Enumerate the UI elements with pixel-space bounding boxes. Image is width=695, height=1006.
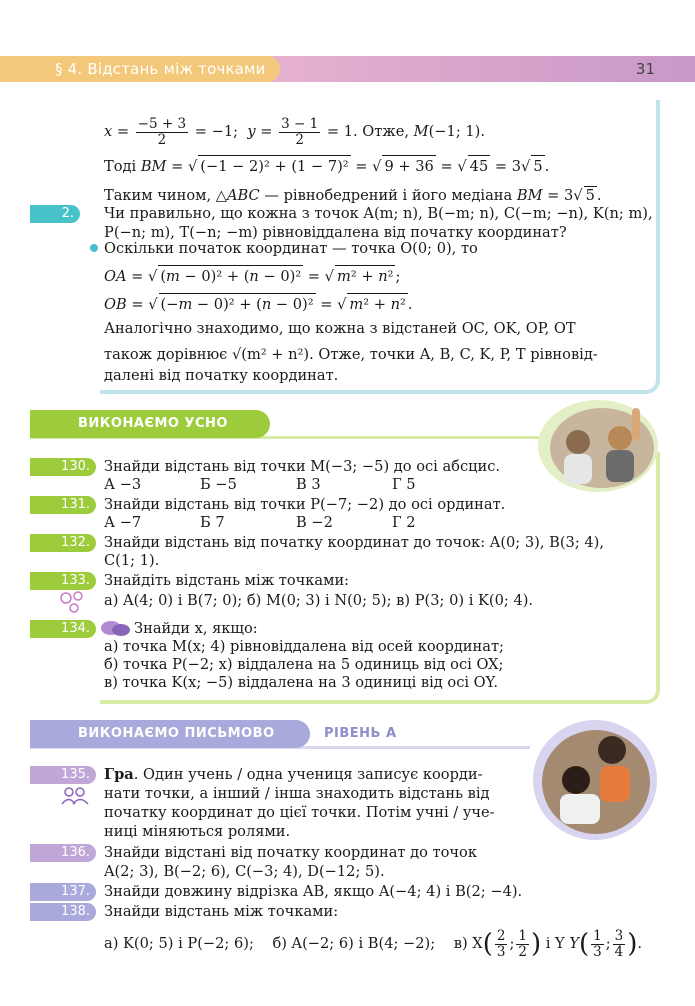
exercise-number: 135. <box>30 766 96 784</box>
question-number: 2. <box>30 205 80 223</box>
page-number: 31 <box>635 60 655 78</box>
question-2-line-2: P(−n; m), T(−n; −m) рівновіддалена від початку координат? <box>104 224 567 241</box>
exercise-138-text: Знайди відстань між точками: <box>104 903 339 920</box>
game-label: Гра <box>104 766 134 783</box>
answer-option: А −3 <box>104 476 142 493</box>
exercise-134-text-2: а) точка M(x; 4) рівновіддалена від осей координат; <box>104 638 504 655</box>
level-label: РІВЕНЬ А <box>324 726 397 741</box>
group-work-icon <box>58 590 88 614</box>
answer-2-line-6: далені від початку координат. <box>104 367 339 384</box>
answer-option: Б 7 <box>200 514 225 531</box>
exercise-133-text: Знайдіть відстань між точками: <box>104 572 350 589</box>
written-section-title: ВИКОНАЄМО ПИСЬМОВО <box>30 720 310 748</box>
example-line-2: Тоді BM = √ (−1 − 2)² + (1 − 7)² = √ 9 + 36 = √ 45 = 3√ 5 . <box>104 155 644 177</box>
exercise-135-text-3: початку координат до цієї точки. Потім учні / уче- <box>104 804 495 821</box>
exercise-number: 132. <box>30 534 96 552</box>
answer-option: Г 2 <box>392 514 416 531</box>
exercise-131-answers <box>104 514 644 532</box>
option-b: б) A(−2; 6) і B(4; −2); <box>272 935 436 952</box>
exercise-137-text: Знайди довжину відрізка AB, якщо A(−4; 4) і B(2; −4). <box>104 883 523 900</box>
exercise-138-options <box>104 924 644 964</box>
exercise-135-text-2: нати точки, а інший / інша знаходить відстань від <box>104 785 490 802</box>
question-2-line-1: Чи правильно, що кожна з точок A(m; n), B(−m; n), C(−m; −n), K(n; m), <box>104 205 653 222</box>
exercise-number: 137. <box>30 883 96 901</box>
answer-option: В 3 <box>296 476 321 493</box>
exercise-134-text: Знайди x, якщо: <box>134 620 258 637</box>
answer-2-line-5: також дорівнює √(m² + n²). Отже, точки A, B, C, K, P, T рівновід- <box>104 346 598 363</box>
exercise-132-text: Знайди відстань від початку координат до точок: A(0; 3), B(3; 4), <box>104 534 604 551</box>
exercise-133-text-2: а) A(4; 0) і B(7; 0); б) M(0; 3) і N(0; 5); в) P(3; 0) і K(0; 4). <box>104 592 534 609</box>
exercise-number: 138. <box>30 903 96 921</box>
exercise-130-answers <box>104 476 644 494</box>
option-a: а) K(0; 5) і P(−2; 6); <box>104 935 254 952</box>
exercise-number: 134. <box>30 620 96 638</box>
speech-bubble-icon <box>100 619 132 639</box>
section-title: § 4. Відстань між точками <box>0 56 280 82</box>
exercise-number: 136. <box>30 844 96 862</box>
bullet-icon <box>90 244 98 252</box>
exercise-number: 131. <box>30 496 96 514</box>
answer-option: Б −5 <box>200 476 237 493</box>
exercise-134-text-3: б) точка P(−2; x) віддалена на 5 одиниць від осі OX; <box>104 656 504 673</box>
answer-2-line-4: Аналогічно знаходимо, що кожна з відстаней OC, OK, OP, OT <box>104 320 576 337</box>
answer-2-line-3: OB = √ (−m − 0)² + (n − 0)² = √ m² + n² . <box>104 293 644 315</box>
answer-option: А −7 <box>104 514 142 531</box>
exercise-131-text: Знайди відстань від точки P(−7; −2) до осі ординат. <box>104 496 506 513</box>
exercise-136-text: Знайди відстані від початку координат до точок <box>104 844 477 861</box>
answer-2-line-2: OA = √ (m − 0)² + (n − 0)² = √ m² + n² ; <box>104 265 644 287</box>
answer-option: В −2 <box>296 514 333 531</box>
exercise-135-text: Гра. Один учень / одна учениця записує коорди- <box>104 766 483 783</box>
exercise-number: 133. <box>30 572 96 590</box>
option-c: в) X( $\frac{2}{3}$ ; $\frac{1}{2}$ ) і Y Y( $\frac{1}{3}$ ; $\frac{3}{4}$ ). <box>453 927 643 960</box>
example-line-1: x = $\frac{-5 + 3}{2}$ = −1; y = $\frac{3 - 1}{2}$ = 1. Отже, M(−1; 1). <box>104 115 485 148</box>
oral-section-title: ВИКОНАЄМО УСНО <box>30 410 270 438</box>
exercise-130-text: Знайди відстань від точки M(−3; −5) до осі абсцис. <box>104 458 501 475</box>
exercise-132-text-2: C(1; 1). <box>104 552 160 569</box>
exercise-number: 130. <box>30 458 96 476</box>
pair-work-icon <box>60 786 90 806</box>
example-line-3: Таким чином, △ABC — рівнобедрений і його медіана BM = 3√ 5 . <box>104 187 602 204</box>
exercise-134-text-4: в) точка K(x; −5) віддалена на 3 одиниці від осі OY. <box>104 674 499 691</box>
exercise-136-text-2: A(2; 3), B(−2; 6), C(−3; 4), D(−12; 5). <box>104 863 385 880</box>
answer-option: Г 5 <box>392 476 416 493</box>
answer-2-line-1: Оскільки початок координат — точка O(0; 0), то <box>104 240 478 257</box>
exercise-135-text-4: ниці міняються ролями. <box>104 823 291 840</box>
